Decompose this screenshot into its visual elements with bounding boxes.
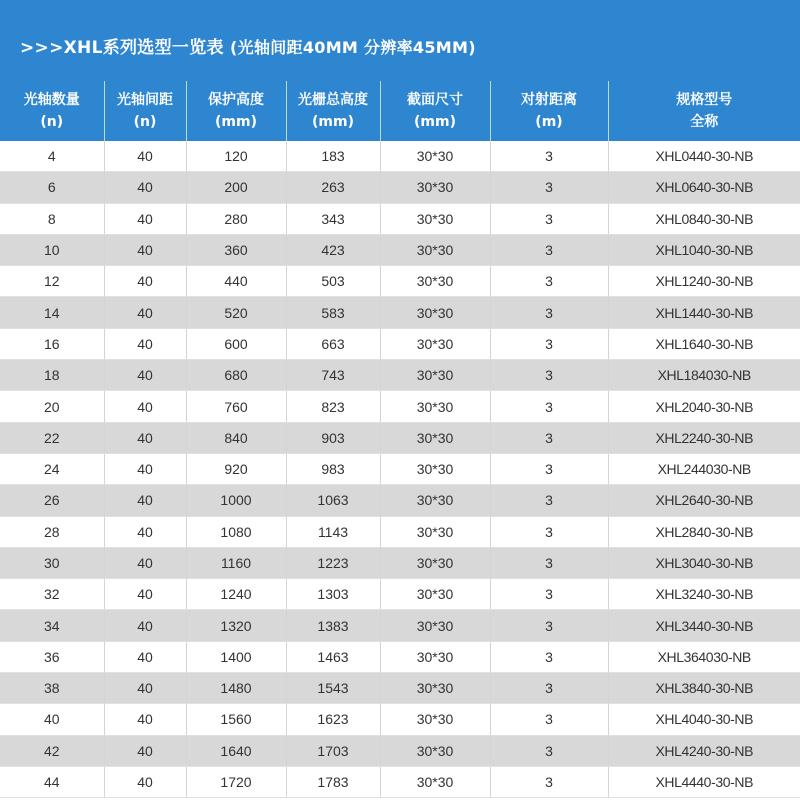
table-row [0, 485, 800, 516]
axis-spacing-cell: 40 [104, 391, 186, 422]
axis-spacing-cell: 40 [104, 234, 186, 265]
axis-spacing-cell: 40 [104, 360, 186, 391]
axis-spacing-cell: 40 [104, 641, 186, 672]
protection-height-cell: 1640 [186, 735, 286, 766]
total-height-cell: 503 [286, 266, 380, 297]
beam-distance-cell: 3 [490, 391, 608, 422]
total-height-cell: 583 [286, 297, 380, 328]
axis-spacing-cell: 40 [104, 610, 186, 641]
total-height-cell: 1063 [286, 485, 380, 516]
total-height-cell: 983 [286, 453, 380, 484]
total-height-cell: 1783 [286, 766, 380, 797]
protection-height-cell: 520 [186, 297, 286, 328]
axis-spacing-cell: 40 [104, 704, 186, 735]
model-number-cell: XHL0440-30-NB [608, 141, 800, 172]
model-number-cell: XHL2840-30-NB [608, 516, 800, 547]
column-header-label: 规格型号 [676, 92, 733, 108]
column-header-total-height [286, 81, 380, 141]
protection-height-cell: 840 [186, 422, 286, 453]
beam-distance-cell: 3 [490, 328, 608, 359]
protection-height-cell: 1240 [186, 579, 286, 610]
column-header-label: 保护高度 [208, 92, 264, 108]
section-size-cell: 30*30 [380, 422, 490, 453]
model-number-cell: XHL1040-30-NB [608, 234, 800, 265]
axis-spacing-cell: 40 [104, 172, 186, 203]
total-height-cell: 183 [286, 141, 380, 172]
column-header-unit: (n) [40, 114, 64, 130]
table-row [0, 610, 800, 641]
table-row [0, 735, 800, 766]
table-row [0, 641, 800, 672]
beam-distance-cell: 3 [490, 141, 608, 172]
axis-count-cell: 42 [0, 735, 104, 766]
section-size-cell: 30*30 [380, 516, 490, 547]
protection-height-cell: 1000 [186, 485, 286, 516]
protection-height-cell: 1160 [186, 547, 286, 578]
protection-height-cell: 1080 [186, 516, 286, 547]
axis-count-cell: 38 [0, 673, 104, 704]
section-size-cell: 30*30 [380, 485, 490, 516]
column-header-section-size [380, 81, 490, 141]
axis-spacing-cell: 40 [104, 547, 186, 578]
table-row [0, 234, 800, 265]
table-row [0, 547, 800, 578]
model-number-cell: XHL3440-30-NB [608, 610, 800, 641]
beam-distance-cell: 3 [490, 766, 608, 797]
axis-spacing-cell: 40 [104, 328, 186, 359]
model-number-cell: XHL1440-30-NB [608, 297, 800, 328]
page-title [20, 33, 476, 58]
column-header-axis-count [0, 81, 104, 141]
column-header-axis-spacing [104, 81, 186, 141]
title-subtitle: (光轴间距40MM 分辨率45MM) [230, 38, 476, 57]
beam-distance-cell: 3 [490, 360, 608, 391]
section-size-cell: 30*30 [380, 735, 490, 766]
total-height-cell: 663 [286, 328, 380, 359]
table-row [0, 203, 800, 234]
beam-distance-cell: 3 [490, 234, 608, 265]
axis-spacing-cell: 40 [104, 579, 186, 610]
column-header-label: 截面尺寸 [407, 92, 463, 108]
table-row [0, 704, 800, 735]
axis-count-cell: 24 [0, 453, 104, 484]
column-header-unit: (mm) [312, 114, 354, 130]
model-number-cell: XHL4240-30-NB [608, 735, 800, 766]
table-row [0, 516, 800, 547]
table-body [0, 141, 800, 798]
protection-height-cell: 1320 [186, 610, 286, 641]
protection-height-cell: 1560 [186, 704, 286, 735]
total-height-cell: 1223 [286, 547, 380, 578]
section-size-cell: 30*30 [380, 360, 490, 391]
axis-spacing-cell: 40 [104, 516, 186, 547]
model-number-cell: XHL3240-30-NB [608, 579, 800, 610]
axis-spacing-cell: 40 [104, 766, 186, 797]
table-row [0, 328, 800, 359]
section-size-cell: 30*30 [380, 641, 490, 672]
protection-height-cell: 360 [186, 234, 286, 265]
model-number-cell: XHL1640-30-NB [608, 328, 800, 359]
total-height-cell: 423 [286, 234, 380, 265]
column-header-label: 光轴间距 [117, 92, 173, 108]
column-header-label: 光轴数量 [23, 92, 80, 108]
beam-distance-cell: 3 [490, 610, 608, 641]
beam-distance-cell: 3 [490, 422, 608, 453]
title-main: >>>XHL系列选型一览表 [20, 38, 224, 58]
axis-spacing-cell: 40 [104, 735, 186, 766]
beam-distance-cell: 3 [490, 485, 608, 516]
section-size-cell: 30*30 [380, 172, 490, 203]
beam-distance-cell: 3 [490, 453, 608, 484]
axis-count-cell: 44 [0, 766, 104, 797]
section-size-cell: 30*30 [380, 673, 490, 704]
beam-distance-cell: 3 [490, 579, 608, 610]
axis-count-cell: 36 [0, 641, 104, 672]
axis-count-cell: 10 [0, 234, 104, 265]
beam-distance-cell: 3 [490, 297, 608, 328]
beam-distance-cell: 3 [490, 704, 608, 735]
protection-height-cell: 120 [186, 141, 286, 172]
table-header [0, 81, 800, 141]
axis-count-cell: 12 [0, 266, 104, 297]
beam-distance-cell: 3 [490, 641, 608, 672]
section-size-cell: 30*30 [380, 141, 490, 172]
model-number-cell: XHL244030-NB [608, 453, 800, 484]
axis-count-cell: 28 [0, 516, 104, 547]
protection-height-cell: 1480 [186, 673, 286, 704]
axis-spacing-cell: 40 [104, 141, 186, 172]
total-height-cell: 1463 [286, 641, 380, 672]
axis-count-cell: 4 [0, 141, 104, 172]
model-number-cell: XHL4040-30-NB [608, 704, 800, 735]
table-row [0, 453, 800, 484]
model-number-cell: XHL3840-30-NB [608, 673, 800, 704]
axis-count-cell: 22 [0, 422, 104, 453]
beam-distance-cell: 3 [490, 266, 608, 297]
axis-spacing-cell: 40 [104, 453, 186, 484]
model-number-cell: XHL0840-30-NB [608, 203, 800, 234]
column-header-unit: (n) [133, 114, 157, 130]
table-row [0, 422, 800, 453]
section-size-cell: 30*30 [380, 579, 490, 610]
model-number-cell: XHL184030-NB [608, 360, 800, 391]
axis-count-cell: 16 [0, 328, 104, 359]
table-row [0, 266, 800, 297]
beam-distance-cell: 3 [490, 735, 608, 766]
model-number-cell: XHL3040-30-NB [608, 547, 800, 578]
axis-spacing-cell: 40 [104, 297, 186, 328]
axis-count-cell: 34 [0, 610, 104, 641]
total-height-cell: 1703 [286, 735, 380, 766]
column-header-beam-distance [490, 81, 608, 141]
table-row [0, 297, 800, 328]
section-size-cell: 30*30 [380, 203, 490, 234]
section-size-cell: 30*30 [380, 391, 490, 422]
total-height-cell: 1383 [286, 610, 380, 641]
protection-height-cell: 680 [186, 360, 286, 391]
beam-distance-cell: 3 [490, 516, 608, 547]
total-height-cell: 1543 [286, 673, 380, 704]
axis-spacing-cell: 40 [104, 203, 186, 234]
model-number-cell: XHL2640-30-NB [608, 485, 800, 516]
total-height-cell: 263 [286, 172, 380, 203]
selection-table [0, 81, 800, 798]
axis-count-cell: 32 [0, 579, 104, 610]
section-size-cell: 30*30 [380, 766, 490, 797]
section-size-cell: 30*30 [380, 453, 490, 484]
axis-spacing-cell: 40 [104, 673, 186, 704]
model-number-cell: XHL2240-30-NB [608, 422, 800, 453]
column-header-unit: (mm) [414, 114, 456, 130]
protection-height-cell: 760 [186, 391, 286, 422]
total-height-cell: 343 [286, 203, 380, 234]
table-row [0, 579, 800, 610]
axis-count-cell: 40 [0, 704, 104, 735]
column-header-model-number [608, 81, 800, 141]
beam-distance-cell: 3 [490, 203, 608, 234]
column-header-label: 对射距离 [521, 92, 577, 108]
section-size-cell: 30*30 [380, 704, 490, 735]
column-header-label: 光栅总高度 [298, 92, 368, 108]
beam-distance-cell: 3 [490, 673, 608, 704]
column-header-protection-height [186, 81, 286, 141]
total-height-cell: 1303 [286, 579, 380, 610]
protection-height-cell: 1400 [186, 641, 286, 672]
total-height-cell: 1623 [286, 704, 380, 735]
section-size-cell: 30*30 [380, 266, 490, 297]
table-row [0, 141, 800, 172]
axis-count-cell: 30 [0, 547, 104, 578]
axis-count-cell: 26 [0, 485, 104, 516]
protection-height-cell: 440 [186, 266, 286, 297]
beam-distance-cell: 3 [490, 172, 608, 203]
model-number-cell: XHL0640-30-NB [608, 172, 800, 203]
section-size-cell: 30*30 [380, 547, 490, 578]
total-height-cell: 823 [286, 391, 380, 422]
beam-distance-cell: 3 [490, 547, 608, 578]
total-height-cell: 903 [286, 422, 380, 453]
axis-count-cell: 8 [0, 203, 104, 234]
model-number-cell: XHL364030-NB [608, 641, 800, 672]
model-number-cell: XHL2040-30-NB [608, 391, 800, 422]
axis-count-cell: 18 [0, 360, 104, 391]
section-size-cell: 30*30 [380, 297, 490, 328]
table-row [0, 391, 800, 422]
section-size-cell: 30*30 [380, 328, 490, 359]
title-banner [0, 0, 800, 86]
protection-height-cell: 600 [186, 328, 286, 359]
section-size-cell: 30*30 [380, 234, 490, 265]
column-header-unit: 全称 [690, 114, 719, 130]
axis-count-cell: 14 [0, 297, 104, 328]
protection-height-cell: 1720 [186, 766, 286, 797]
column-header-unit: (mm) [215, 114, 257, 130]
table-row [0, 766, 800, 797]
protection-height-cell: 200 [186, 172, 286, 203]
axis-count-cell: 6 [0, 172, 104, 203]
section-size-cell: 30*30 [380, 610, 490, 641]
total-height-cell: 1143 [286, 516, 380, 547]
protection-height-cell: 920 [186, 453, 286, 484]
total-height-cell: 743 [286, 360, 380, 391]
model-number-cell: XHL1240-30-NB [608, 266, 800, 297]
axis-spacing-cell: 40 [104, 266, 186, 297]
table-row [0, 172, 800, 203]
protection-height-cell: 280 [186, 203, 286, 234]
axis-spacing-cell: 40 [104, 422, 186, 453]
axis-spacing-cell: 40 [104, 485, 186, 516]
column-header-unit: (m) [535, 114, 563, 130]
table-row [0, 360, 800, 391]
model-number-cell: XHL4440-30-NB [608, 766, 800, 797]
table-row [0, 673, 800, 704]
axis-count-cell: 20 [0, 391, 104, 422]
